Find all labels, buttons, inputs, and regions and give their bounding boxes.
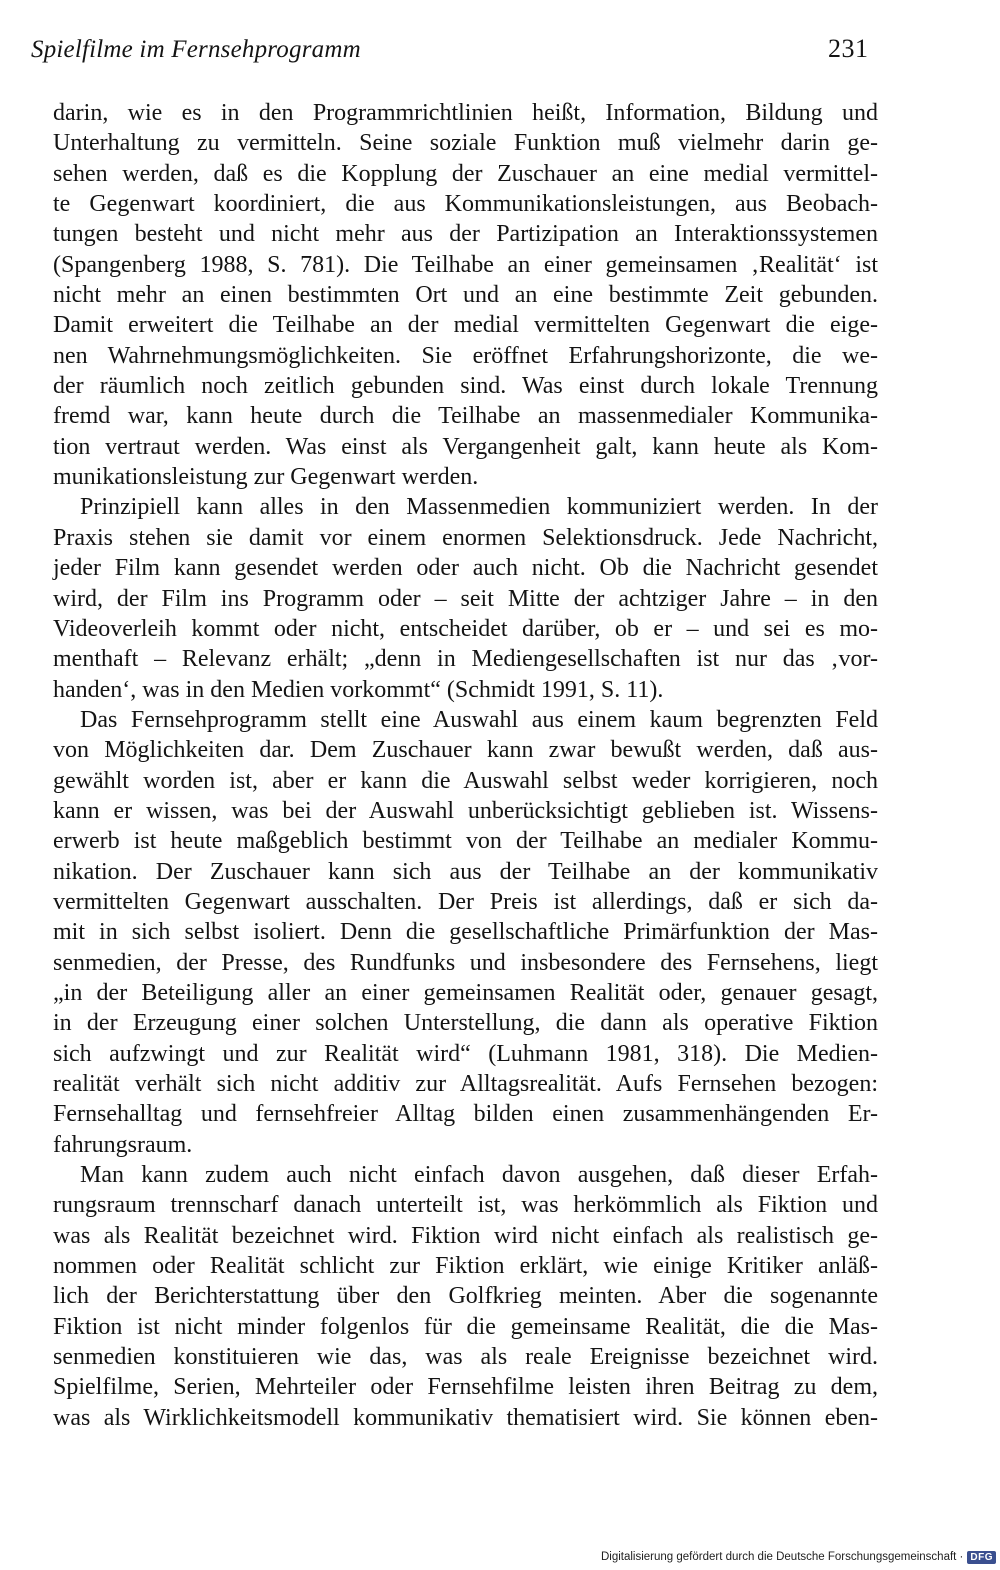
- text-line: Videoverleih kommt oder nicht, entscheidet darüber, ob er – und sei es mo-: [53, 615, 878, 642]
- text-line: wird, der Film ins Programm oder – seit Mitte der achtziger Jahre – in den: [53, 585, 878, 612]
- text-line: handen‘, was in den Medien vorkommt“ (Schmidt 1991, S. 11).: [53, 676, 664, 703]
- text-line: Fiktion ist nicht minder folgenlos für die gemeinsame Realität, die die Mas-: [53, 1313, 878, 1340]
- text-line: munikationsleistung zur Gegenwart werden.: [53, 464, 479, 491]
- text-line: menthaft – Relevanz erhält; „denn in Mediengesellschaften ist nur das ‚vor-: [53, 646, 878, 673]
- text-line: erwerb ist heute maßgeblich bestimmt von der Teilhabe an medialer Kommu-: [53, 828, 878, 855]
- text-line: was als Wirklichkeitsmodell kommunikativ thematisiert wird. Sie können eben-: [53, 1404, 878, 1431]
- text-line: Prinzipiell kann alles in den Massenmedien kommuniziert werden. In der: [80, 494, 878, 521]
- text-line: von Möglichkeiten dar. Dem Zuschauer kann zwar bewußt werden, daß aus-: [53, 737, 878, 764]
- text-line: tion vertraut werden. Was einst als Vergangenheit galt, kann heute als Kom-: [53, 433, 878, 460]
- text-line: mit in sich selbst isoliert. Denn die gesellschaftliche Primärfunktion der Mas-: [53, 919, 878, 946]
- text-line: „in der Beteiligung aller an einer gemeinsamen Realität oder, genauer gesagt,: [53, 979, 878, 1006]
- text-line: kann er wissen, was bei der Auswahl unberücksichtigt geblieben ist. Wissens-: [53, 797, 878, 824]
- text-line: senmedien konstituieren wie das, was als reale Ereignisse bezeichnet wird.: [53, 1344, 878, 1371]
- text-line: (Spangenberg 1988, S. 781). Die Teilhabe an einer gemeinsamen ‚Realität‘ ist: [53, 251, 878, 278]
- page-number: 231: [828, 34, 869, 63]
- text-line: tungen besteht und nicht mehr aus der Partizipation an Interaktionssystemen: [53, 221, 878, 248]
- dfg-logo: DFG: [967, 1551, 996, 1564]
- text-line: Man kann zudem auch nicht einfach davon ausgehen, daß dieser Erfah-: [80, 1162, 878, 1189]
- text-line: jeder Film kann gesendet werden oder auch nicht. Ob die Nachricht gesendet: [53, 555, 878, 582]
- text-line: sehen werden, daß es die Kopplung der Zuschauer an eine medial vermittel-: [53, 160, 878, 187]
- text-line: realität verhält sich nicht additiv zur Alltagsrealität. Aufs Fernsehen bezogen:: [53, 1071, 878, 1097]
- text-line: senmedien, der Presse, des Rundfunks und insbesondere des Fernsehens, liegt: [53, 949, 878, 976]
- text-line: nicht mehr an einen bestimmten Ort und an eine bestimmte Zeit gebunden.: [53, 282, 878, 309]
- digitization-notice: [601, 1548, 996, 1566]
- text-line: Praxis stehen sie damit vor einem enormen Selektionsdruck. Jede Nachricht,: [53, 524, 878, 551]
- text-line: rungsraum trennscharf danach unterteilt ist, was herkömmlich als Fiktion und: [53, 1192, 878, 1219]
- text-line: nen Wahrnehmungsmöglichkeiten. Sie eröffnet Erfahrungshorizonte, die we-: [53, 342, 878, 369]
- funding-notice-text: Digitalisierung gefördert durch die Deutsche Forschungsgemeinschaft ·: [600, 1551, 964, 1563]
- text-line: fahrungsraum.: [53, 1131, 193, 1158]
- text-line: Fernsehalltag und fernsehfreier Alltag bilden einen zusammenhängenden Er-: [53, 1101, 878, 1128]
- text-line: darin, wie es in den Programmrichtlinien heißt, Information, Bildung und: [53, 100, 878, 126]
- text-line: vermittelten Gegenwart ausschalten. Der Preis ist allerdings, daß er sich da-: [53, 888, 878, 915]
- text-line: gewählt worden ist, aber er kann die Auswahl selbst weder korrigieren, noch: [53, 767, 878, 794]
- running-head: Spielfilme im Fernsehprogramm: [31, 36, 361, 63]
- text-line: lich der Berichterstattung über den Golfkrieg meinten. Aber die sogenannte: [53, 1283, 878, 1310]
- text-line: nikation. Der Zuschauer kann sich aus der Teilhabe an der kommunikativ: [53, 858, 878, 885]
- text-line: Spielfilme, Serien, Mehrteiler oder Fernsehfilme leisten ihren Beitrag zu dem,: [53, 1374, 878, 1401]
- text-line: te Gegenwart koordiniert, die aus Kommunikationsleistungen, aus Beobach-: [53, 191, 878, 218]
- text-line: fremd war, kann heute durch die Teilhabe an massenmedialer Kommunika-: [53, 403, 878, 430]
- text-line: in der Erzeugung einer solchen Unterstellung, die dann als operative Fiktion: [53, 1010, 878, 1037]
- text-line: der räumlich noch zeitlich gebunden sind. Was einst durch lokale Trennung: [53, 373, 878, 400]
- text-line: sich aufzwingt und zur Realität wird“ (Luhmann 1981, 318). Die Medien-: [53, 1040, 878, 1067]
- text-line: Das Fernsehprogramm stellt eine Auswahl aus einem kaum begrenzten Feld: [80, 706, 878, 733]
- text-line: Damit erweitert die Teilhabe an der medial vermittelten Gegenwart die eige-: [53, 312, 878, 339]
- text-line: nommen oder Realität schlicht zur Fiktion erklärt, wie einige Kritiker anläß-: [53, 1253, 878, 1280]
- text-line: Unterhaltung zu vermitteln. Seine soziale Funktion muß vielmehr darin ge-: [53, 130, 878, 157]
- body-text: [53, 98, 878, 1433]
- text-line: was als Realität bezeichnet wird. Fiktion wird nicht einfach als realistisch ge-: [53, 1222, 878, 1249]
